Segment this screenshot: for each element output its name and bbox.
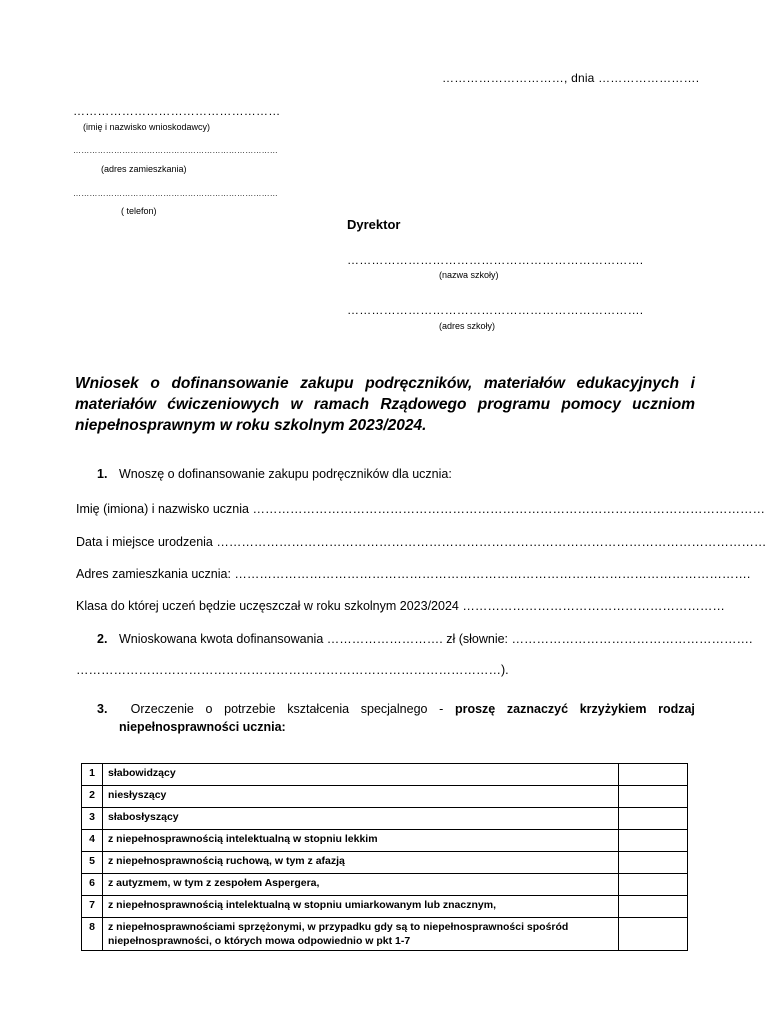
section3-number: 3. — [97, 702, 108, 716]
disability-row — [82, 830, 688, 852]
disability-number: 1 — [82, 764, 103, 786]
applicant-phone-field[interactable]: ………………………………………………………………… — [73, 189, 278, 198]
disability-number: 4 — [82, 830, 103, 852]
disability-number: 3 — [82, 808, 103, 830]
applicant-address-label: (adres zamieszkania) — [101, 164, 187, 174]
section2-heading[interactable] — [97, 632, 752, 646]
disability-checkbox-cell[interactable] — [619, 874, 688, 896]
student-address-field[interactable]: Adres zamieszkania ucznia: ……………………………………………………………………………………………………………. — [76, 567, 751, 581]
word-bold: krzyżykiem — [579, 702, 647, 716]
disability-number: 6 — [82, 874, 103, 896]
word: o — [205, 702, 213, 716]
word-bold: zaznaczyć — [506, 702, 569, 716]
disability-label: słabowidzący — [103, 764, 619, 786]
school-address-label: (adres szkoły) — [439, 321, 496, 331]
disability-label: z niepełnosprawnościami sprzężonymi, w przypadku gdy są to niepełnosprawności spośród niepełnosprawności, o których mowa odpowiednio w pkt 1-7 — [103, 918, 619, 951]
section2-text[interactable]: Wnioskowana kwota dofinansowania ………………………. zł (słownie: …………………………………………………. — [119, 632, 753, 646]
section2-number: 2. — [97, 632, 108, 646]
disability-row — [82, 918, 688, 951]
section3-second-line: niepełnosprawności ucznia: — [119, 720, 286, 734]
disability-row — [82, 852, 688, 874]
disability-checkbox-cell[interactable] — [619, 764, 688, 786]
disability-label: z autyzmem, w tym z zespołem Aspergera, — [103, 874, 619, 896]
recipient-title: Dyrektor — [347, 217, 401, 232]
place-date-field[interactable]: …………………………, dnia ……………………. — [442, 71, 700, 85]
word: kształcenia — [287, 702, 350, 716]
section1-text: Wnoszę o dofinansowanie zakupu podręczników dla ucznia: — [119, 467, 452, 481]
disability-number: 8 — [82, 918, 103, 951]
section1-heading — [97, 467, 452, 481]
disability-row — [82, 808, 688, 830]
school-name-field[interactable]: ………………………………………………………………. — [347, 253, 644, 267]
school-name-label: (nazwa szkoły) — [439, 270, 499, 280]
disability-label: słabosłyszący — [103, 808, 619, 830]
disability-number: 7 — [82, 896, 103, 918]
disability-checkbox-cell[interactable] — [619, 808, 688, 830]
word-bold: proszę — [454, 702, 496, 716]
school-address-field[interactable]: ………………………………………………………………. — [347, 303, 644, 317]
disability-label: z niepełnosprawnością ruchową, w tym z afazją — [103, 852, 619, 874]
disability-checkbox-cell[interactable] — [619, 786, 688, 808]
section3-heading — [97, 700, 695, 736]
word-bold: rodzaj — [658, 702, 695, 716]
disability-checkbox-cell[interactable] — [619, 852, 688, 874]
word: Orzeczenie — [130, 702, 194, 716]
disability-checkbox-cell[interactable] — [619, 896, 688, 918]
disability-checkbox-cell[interactable] — [619, 830, 688, 852]
disability-row — [82, 896, 688, 918]
disability-label: niesłyszący — [103, 786, 619, 808]
document-title: Wniosek o dofinansowanie zakupu podręczników, materiałów edukacyjnych i materiałów ćwiczeniowych w ramach Rządowego programu pomocy uczniom niepełnosprawnym w roku szkolnym 2023/2024. — [75, 375, 695, 434]
disability-row — [82, 764, 688, 786]
disability-row — [82, 874, 688, 896]
section1-number: 1. — [97, 467, 108, 481]
disability-number: 5 — [82, 852, 103, 874]
word: specjalnego — [360, 702, 428, 716]
section3-first-line — [97, 700, 695, 718]
student-name-field[interactable]: Imię (imiona) i nazwisko ucznia …………………………………………………………………………………………………………… — [76, 502, 765, 516]
word: potrzebie — [224, 702, 276, 716]
disability-checkbox-cell[interactable] — [619, 918, 688, 951]
class-field[interactable]: Klasa do której uczeń będzie uczęszczał w roku szkolnym 2023/2024 ……………………………………………………… — [76, 599, 725, 613]
applicant-phone-label: ( telefon) — [121, 206, 157, 216]
birth-date-place-field[interactable]: Data i miejsce urodzenia …………………………………………………………………………………………………………………… — [76, 535, 767, 549]
disability-table — [81, 763, 688, 951]
disability-number: 2 — [82, 786, 103, 808]
amount-words-continuation[interactable]: …………………………………………………………………………………………). — [76, 663, 509, 677]
disability-label: z niepełnosprawnością intelektualną w stopniu umiarkowanym lub znacznym, — [103, 896, 619, 918]
applicant-name-label: (imię i nazwisko wnioskodawcy) — [83, 122, 211, 132]
word: - — [439, 702, 444, 716]
disability-row — [82, 786, 688, 808]
disability-label: z niepełnosprawnością intelektualną w stopniu lekkim — [103, 830, 619, 852]
applicant-name-field[interactable]: …………………………………………… — [73, 104, 281, 118]
applicant-address-field[interactable]: ………………………………………………………………… — [73, 146, 278, 155]
